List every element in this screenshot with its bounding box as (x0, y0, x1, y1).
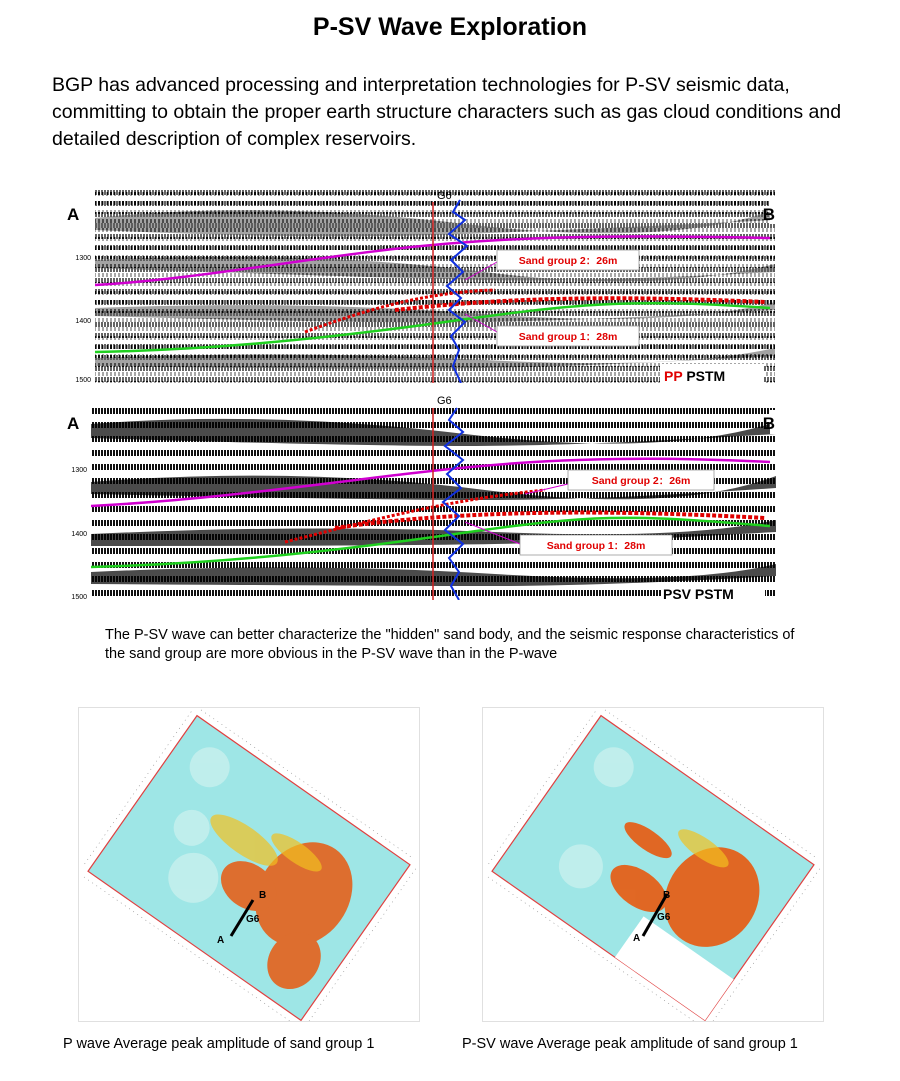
pp-label-b: B (762, 205, 775, 224)
psv-map-well-label: G6 (657, 912, 671, 923)
psv-depth-1400: 1400 (71, 531, 87, 538)
psv-label-b: B (762, 414, 775, 433)
psv-sand1-label: Sand group 1：28m (546, 540, 646, 552)
p-wave-map-caption: P wave Average peak amplitude of sand group 1 (63, 1036, 375, 1052)
pp-depth-1400: 1400 (75, 318, 91, 325)
psv-map-label-a: A (633, 933, 641, 944)
psv-pstm-tag: PSV PSTM (663, 586, 734, 600)
p-map-well-label: G6 (246, 914, 260, 925)
psv-depth-1300: 1300 (71, 467, 87, 474)
pp-tag-suffix: PSTM (686, 368, 726, 383)
pp-tag-prefix: PP (664, 368, 683, 383)
pp-label-a: A (67, 205, 80, 224)
pp-sand2-label: Sand group 2：26m (518, 255, 618, 267)
p-wave-map (78, 707, 420, 1022)
psv-depth-1500: 1500 (71, 594, 87, 600)
page-title: P-SV Wave Exploration (312, 13, 588, 41)
pp-well-label: G6 (437, 190, 452, 202)
psv-wave-map-svg (483, 708, 823, 1021)
sections-caption: The P-SV wave can better characterize the "hidden" sand body, and the seismic response characteristics of the sand group are more obvious in the P-SV wave than in the P-wave (105, 627, 795, 662)
p-map-label-b: B (259, 890, 267, 901)
pp-depth-1500: 1500 (75, 377, 91, 383)
pp-pstm-tag (664, 368, 725, 383)
intro-paragraph: BGP has advanced processing and interpretation technologies for P-SV seismic data, committing to obtain the proper earth structure characters such as gas cloud conditions and detailed description of complex reservoirs. (52, 74, 842, 150)
p-wave-map-svg (79, 708, 419, 1021)
psv-wave-map-caption: P-SV wave Average peak amplitude of sand group 1 (462, 1036, 798, 1052)
psv-sand2-label: Sand group 2：26m (591, 475, 691, 487)
pp-sand1-label: Sand group 1：28m (518, 331, 618, 343)
p-map-label-a: A (217, 935, 225, 946)
psv-map-label-b: B (663, 890, 671, 901)
pp-pstm-section (65, 190, 776, 383)
psv-seismic-svg (65, 394, 776, 600)
psv-well-label: G6 (437, 395, 452, 407)
psv-wave-map (482, 707, 824, 1022)
psv-pstm-section (65, 394, 776, 600)
pp-seismic-svg (65, 190, 776, 383)
psv-label-a: A (67, 414, 80, 433)
pp-depth-1300: 1300 (75, 255, 91, 262)
